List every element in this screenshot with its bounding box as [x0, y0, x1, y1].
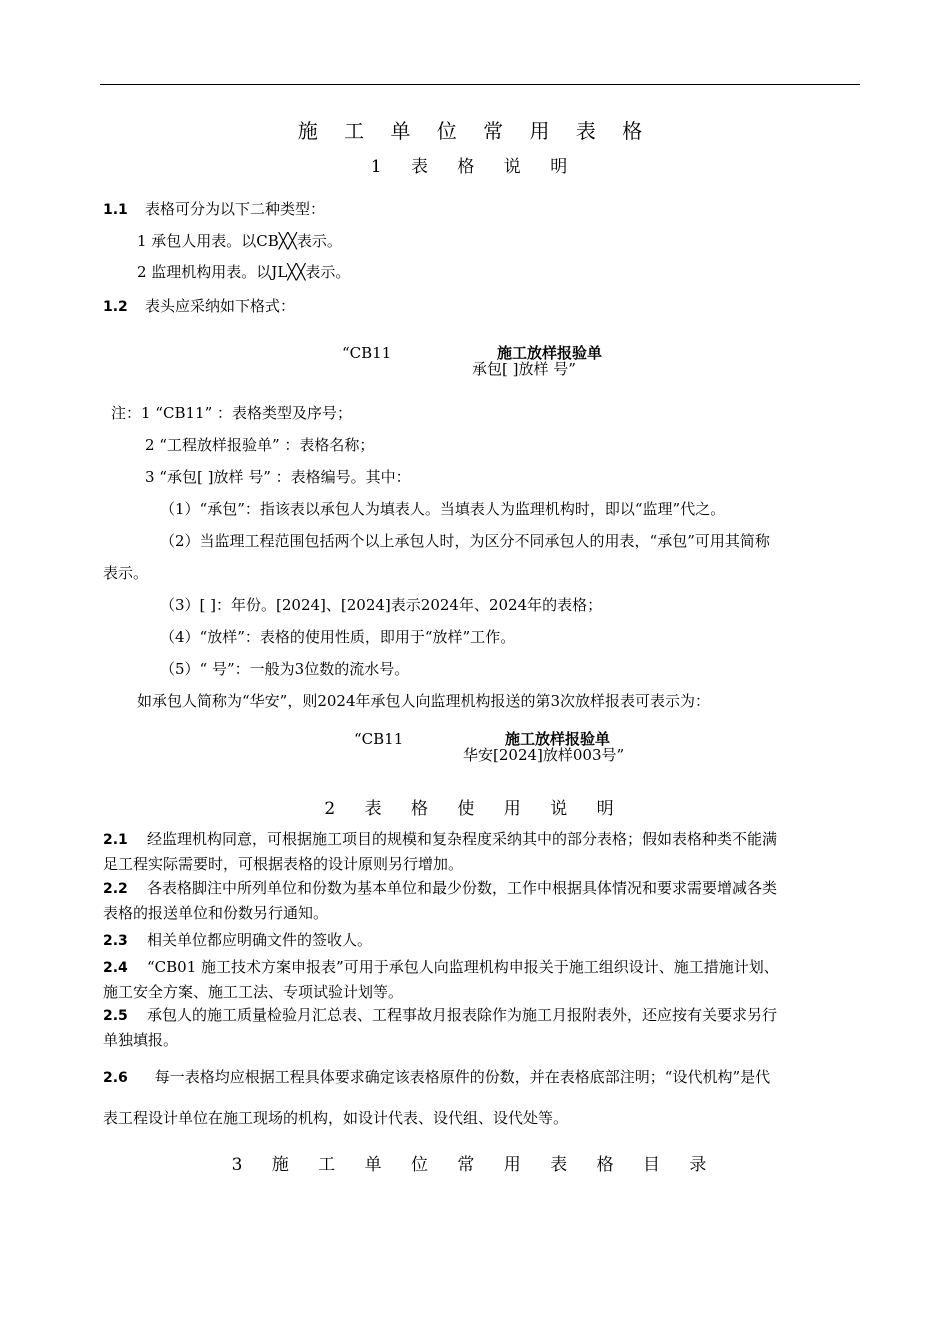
item-2-2-line1: 各表格脚注中所列单位和份数为基本单位和最少份数，工作中根据具体情况和要求需要增减各类 [147, 879, 778, 897]
item-2-3-line1: 相关单位都应明确文件的签收人。 [147, 931, 373, 949]
item-2-4 [103, 955, 863, 1004]
item-2-4-line2: 施工安全方案、施工工法、专项试验计划等。 [103, 983, 404, 1001]
item-1-1 [103, 199, 325, 220]
example1-code: “CB11 [342, 344, 392, 362]
item-2-2 [103, 876, 863, 925]
section1-heading: 1 表 格 说 明 [370, 157, 580, 177]
item-2-6-number: 2.6 [103, 1070, 128, 1086]
item-2-6-line1: 每一表格均应根据工程具体要求确定该表格原件的份数，并在表格底部注明；“设代机构”是代 [150, 1068, 771, 1086]
item-2-4-line1: “CB01 施工技术方案申报表”可用于承包人向监理机构申报关于施工组织设计、施工措施计划、 [147, 958, 779, 976]
header-rule [100, 84, 860, 85]
item-1-2-number: 1.2 [103, 299, 128, 315]
item-2-6 [103, 1057, 863, 1138]
note-3: 3 “承包[ ]放样 号” ：表格编号。其中： [145, 468, 411, 486]
example1-form-name: 施工放样报验单 [497, 344, 603, 362]
item-2-5-number: 2.5 [103, 1008, 128, 1024]
type-2: 2 监理机构用表。以JL╳╳表示。 [137, 263, 351, 281]
example2-form-name: 施工放样报验单 [505, 730, 611, 748]
item-2-5-line2: 单独填报。 [103, 1031, 179, 1049]
item-1-2 [103, 296, 295, 317]
note-3-sub-3: （3）[ ]：年份。[2024]、[2024]表示2024年、2024年的表格； [160, 596, 603, 614]
note-3-sub-2-line2: 表示。 [103, 564, 149, 582]
note-3-sub-2-line1: （2）当监理工程范围包括两个以上承包人时，为区分不同承包人的用表，“承包”可用其简称 [160, 532, 770, 550]
note-2: 2 “工程放样报验单” ：表格名称； [145, 436, 375, 454]
item-1-1-text: 表格可分为以下二种类型： [145, 200, 326, 218]
type-1: 1 承包人用表。以CB╳╳表示。 [137, 232, 342, 250]
note-3-sub-1: （1）“承包”：指该表以承包人为填表人。当填表人为监理机构时，即以“监理”代之。 [160, 500, 726, 518]
note-3-sub-5: （5）“ 号”：一般为3位数的流水号。 [160, 660, 410, 678]
item-2-2-number: 2.2 [103, 881, 128, 897]
item-2-1-line1: 经监理机构同意，可根据施工项目的规模和复杂程度采纳其中的部分表格；假如表格种类不能满 [147, 830, 778, 848]
example-intro: 如承包人简称为“华安”，则2024年承包人向监理机构报送的第3次放样报表可表示为： [137, 692, 711, 710]
section2-heading: 2 表 格 使 用 说 明 [324, 799, 626, 819]
item-2-1-number: 2.1 [103, 832, 128, 848]
item-2-5-line1: 承包人的施工质量检验月汇总表、工程事故月报表除作为施工月报附表外，还应按有关要求另行 [147, 1006, 778, 1024]
example2-form-number: 华安[2024]放样003号” [463, 746, 625, 764]
item-2-3-number: 2.3 [103, 933, 128, 949]
item-1-2-text: 表头应采纳如下格式： [145, 297, 296, 315]
item-2-3 [103, 928, 863, 953]
item-1-1-number: 1.1 [103, 202, 128, 218]
example2-code: “CB11 [354, 730, 404, 748]
item-2-1 [103, 827, 863, 876]
item-2-4-number: 2.4 [103, 960, 128, 976]
example1-form-number: 承包[ ]放样 号” [472, 360, 576, 378]
item-2-6-line2: 表工程设计单位在施工现场的机构，如设计代表、设代组、设代处等。 [103, 1109, 569, 1127]
item-2-2-line2: 表格的报送单位和份数另行通知。 [103, 904, 329, 922]
note-3-sub-4: （4）“放样”：表格的使用性质，即用于“放样”工作。 [160, 628, 516, 646]
note-1: 注：1 “CB11” ：表格类型及序号； [111, 404, 353, 422]
item-2-1-line2: 足工程实际需要时，可根据表格的设计原则另行增加。 [103, 855, 464, 873]
page-title: 施 工 单 位 常 用 表 格 [297, 119, 653, 143]
item-2-5 [103, 1003, 863, 1052]
section3-heading: 3 施 工 单 位 常 用 表 格 目 录 [231, 1155, 719, 1175]
